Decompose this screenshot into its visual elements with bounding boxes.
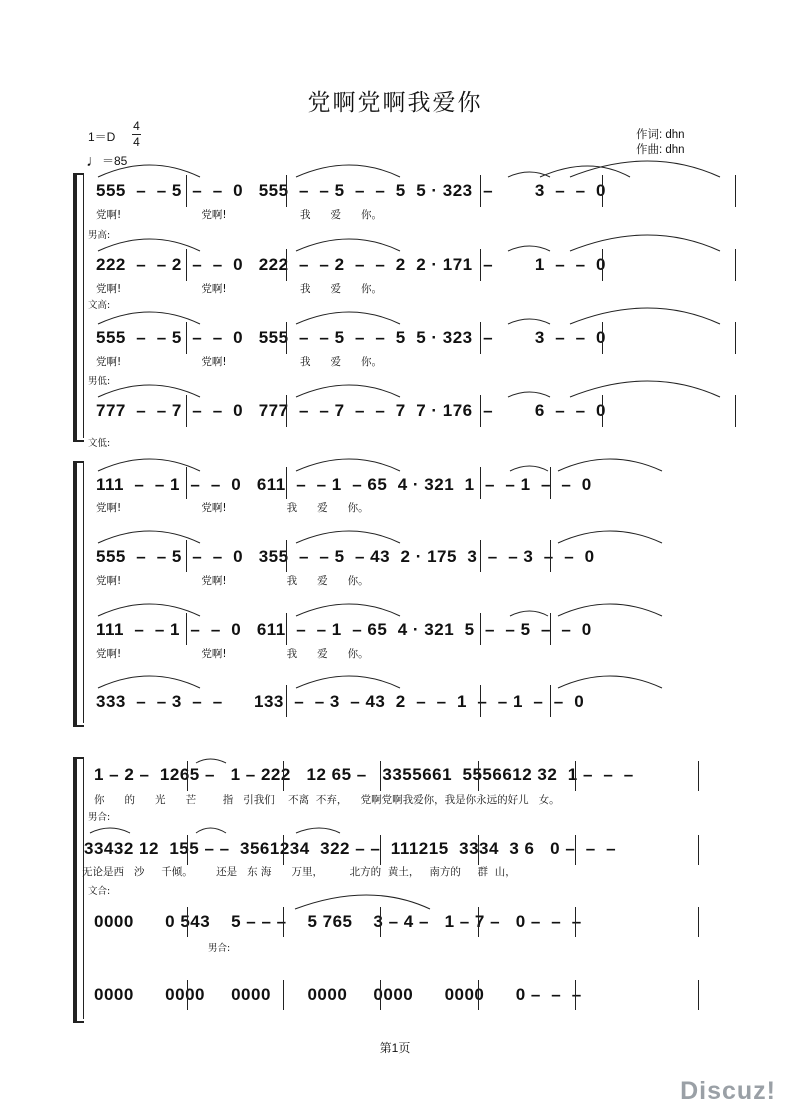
notes-row-3: 0000 0 543 5 – – – 5 765 3 – 4 – 1 – 7 – 0 – – – <box>94 912 582 931</box>
notes-row-1: 111 – – 1 – – 0 611 – – 1 – 65 4 · 321 1 – – 1 – – 0 <box>96 475 592 494</box>
credits <box>636 128 685 158</box>
system-2 <box>70 457 790 727</box>
system-1 <box>70 165 790 450</box>
notes-row-4: 333 – – 3 – – 133 – – 3 – 43 2 – – 1 – – 1 – – 0 <box>96 692 585 711</box>
notes-row-1: 555 – – 5 – – 0 555 – – 5 – – 5 5 · 323 – 3 – – 0 <box>96 181 606 200</box>
notes-row-3: 555 – – 5 – – 0 555 – – 5 – – 5 5 · 323 – 3 – – 0 <box>96 328 606 347</box>
lyrics-row-3: 党啊! 党啊! 我 爱 你。 <box>96 356 383 368</box>
voice-label-male-chorus: 男合: <box>88 812 111 823</box>
quarter-note-icon: ♩ <box>86 152 102 170</box>
notes-row-4: 777 – – 7 – – 0 777 – – 7 – – 7 7 · 176 – 6 – – 0 <box>96 401 606 420</box>
lyrics-row-1: 党啊! 党啊! 我 爱 你。 <box>96 502 369 514</box>
watermark-logo: Discuz! <box>680 1077 776 1105</box>
score-title: 党啊党啊我爱你 <box>307 90 483 116</box>
lyrics-row-1: 你 的 光 芒 指 引我们 不离 不弃， 党啊党啊我爱你，我是你永远的好儿 女。 <box>94 794 560 806</box>
time-signature-top: 4 <box>133 119 140 133</box>
time-signature <box>132 120 141 149</box>
notes-row-1: 1 – 2 – 1265 – 1 – 222 12 65 – 3355661 5556612 32 1 – – – <box>94 765 634 784</box>
notes-row-2: 33432 12 155 – – 3561234 322 – – 111215 3334 3 6 0 – – – <box>84 839 617 858</box>
slurs <box>70 457 790 727</box>
lyrics-row-1: 党啊! 党啊! 我 爱 你。 <box>96 209 383 221</box>
key-signature: 1＝D <box>88 130 116 144</box>
composer: 作曲: dhn <box>636 144 685 156</box>
notes-row-3: 111 – – 1 – – 0 611 – – 1 – 65 4 · 321 5 – – 5 – – 0 <box>96 620 592 639</box>
voice-label-male-chorus-2: 男合: <box>208 943 231 954</box>
notes-row-2: 222 – – 2 – – 0 222 – – 2 – – 2 2 · 171 – 1 – – 0 <box>96 255 606 274</box>
notes-row-2: 555 – – 5 – – 0 355 – – 5 – 43 2 · 175 3 – – 3 – – 0 <box>96 547 595 566</box>
voice-label-female-high: 文高: <box>88 300 111 311</box>
voice-label-male-high: 男高: <box>88 230 111 241</box>
system-3 <box>70 753 790 1023</box>
lyrics-row-2: 无论是西 沙 千倾。 还是 东 海 万里， 北方的 黄土， 南方的 群 山， <box>82 866 516 878</box>
slurs <box>70 165 790 450</box>
lyrics-row-3: 党啊! 党啊! 我 爱 你。 <box>96 648 369 660</box>
voice-label-male-low: 男低: <box>88 376 111 387</box>
tempo-value: ＝85 <box>102 154 128 168</box>
lyrics-row-2: 党啊! 党啊! 我 爱 你。 <box>96 575 369 587</box>
lyrics-row-2: 党啊! 党啊! 我 爱 你。 <box>96 283 383 295</box>
time-signature-bottom: 4 <box>133 135 140 149</box>
lyricist: 作词: dhn <box>636 129 685 141</box>
notes-row-4: 0000 0000 0000 0000 0000 0000 0 – – – <box>94 985 582 1004</box>
slurs <box>70 753 790 1023</box>
page-number: 第1页 <box>379 1041 411 1055</box>
voice-label-female-chorus: 文合: <box>88 886 111 897</box>
voice-label-female-low: 文低: <box>88 438 111 449</box>
